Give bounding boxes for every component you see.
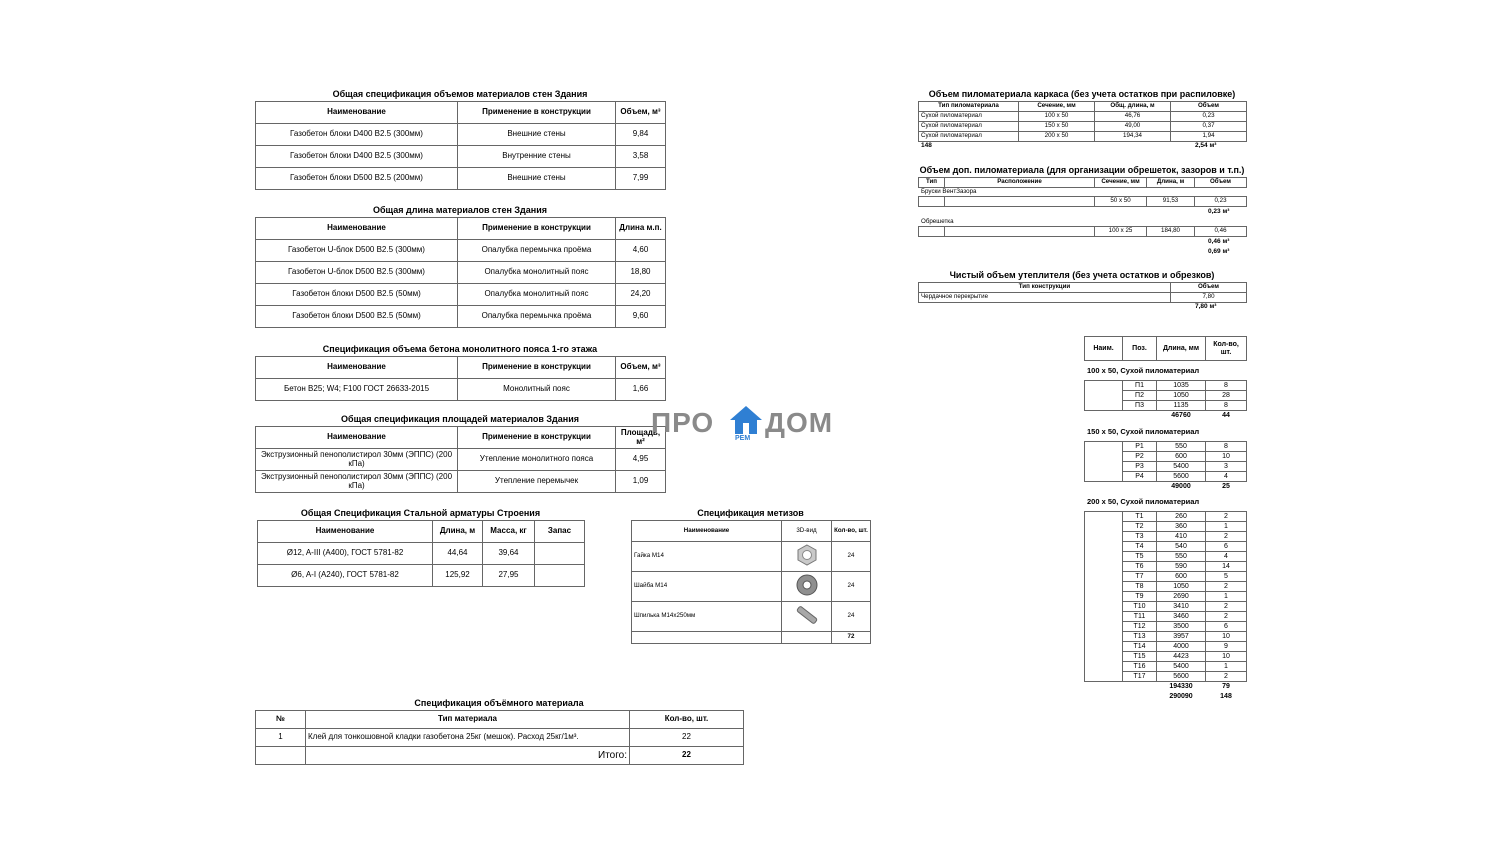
rebar-title: Общая Спецификация Стальной арматуры Строения [300,508,541,518]
cut-group-title: 100 x 50, Сухой пиломатериал [1087,366,1200,375]
table-row: Т8 1050 2 [1085,582,1247,592]
table-row: Шайба М14 24 [632,572,871,602]
extra-group-lath: Обрешетка [921,218,954,225]
col-construction: Тип конструкции [919,283,1171,293]
frame-total: 2,54 м³ [1195,142,1217,149]
grand-total-row: 290090 148 [1169,692,1232,700]
table-row: 100 x 25 184,80 0,46 [919,227,1247,237]
table-row: Экструзионный пенополистирол 30мм (ЭППС) (200 кПа) Утепление монолитного пояса 4,95 [256,449,666,471]
table-row: Газобетон U-блок D500 B2.5 (300мм) Опалубка монолитный пояс 18,80 [256,262,666,284]
sum-row: 46760 44 [1171,411,1230,419]
areas-spec [255,414,665,493]
col-type: Тип материала [306,711,630,729]
table-row: Газобетон блоки D500 B2.5 (50мм) Опалубка монолитный пояс 24,20 [256,284,666,306]
table-row: Р1 550 8 [1085,442,1247,452]
total-row: Итого: 22 [256,747,744,765]
col-volume: Объем, м³ [616,102,666,124]
stud-icon [794,603,820,630]
col-volume: Объем [1195,178,1247,188]
extra-row-vent [918,196,1247,207]
col-name: Наименование [258,521,433,543]
lengths-title: Общая длина материалов стен Здания [373,205,547,215]
logo-right: ДОМ [765,407,834,438]
cut-group-100 [1084,380,1247,421]
cut-group-150 [1084,441,1247,492]
concrete-title: Спецификация объема бетона монолитного пояса 1-го этажа [322,344,598,354]
table-row: П3 1135 8 [1085,401,1247,411]
cut-group-title: 150 x 50, Сухой пиломатериал [1087,427,1200,436]
table-row: Сухой пиломатериал 200 x 50 194,34 1,94 [919,132,1247,142]
sum-row: 49000 25 [1171,482,1230,490]
col-name: Наименование [632,521,782,542]
walls-table [255,101,666,190]
col-usage: Применение в конструкции [458,102,616,124]
frame-title: Объем пиломатериала каркаса (без учета остатков при распиловке) [928,89,1236,99]
col-qty: Кол-во, шт. [832,521,871,542]
cut-group-200 [1084,511,1247,702]
col-type: Тип пиломатериала [919,102,1019,112]
rebar-spec [257,508,584,587]
col-section: Сечение, мм [1095,178,1147,188]
table-row: Т9 2690 1 [1085,592,1247,602]
table-row: Ø12, A-III (A400), ГОСТ 5781-82 44,64 39,64 [258,543,585,565]
areas-table [255,426,666,493]
table-row: Сухой пиломатериал 150 x 50 49,00 0,37 [919,122,1247,132]
table-row: 50 x 50 91,53 0,23 [919,197,1247,207]
rebar-table [257,520,585,587]
walls-spec [255,89,665,190]
hardware-total: 72 [832,632,871,644]
frame-count: 148 [921,142,932,149]
table-row: Т16 5400 1 [1085,662,1247,672]
col-reserve: Запас [535,521,585,543]
hardware-title: Спецификация метизов [697,508,804,518]
extra-title: Объем доп. пиломатериала (для организации обрешеток, зазоров и т.п.) [919,165,1245,175]
extra-group-vent: Бруски ВентЗазора [921,188,977,195]
col-usage: Применение в конструкции [458,357,616,379]
table-row: Шпилька М14х250мм 24 [632,602,871,632]
table-row: Т10 3410 2 [1085,602,1247,612]
col-area: Площадь, м² [616,427,666,449]
table-row: Экструзионный пенополистирол 30мм (ЭППС) (200 кПа) Утепление перемычек 1,09 [256,471,666,493]
extra-total: 0,69 м³ [1208,248,1230,255]
lengths-table [255,217,666,328]
insulation-total: 7,80 м³ [1195,303,1217,310]
logo-left: ПРО [651,407,715,438]
logo [651,405,849,445]
concrete-table [255,356,666,401]
table-row: Т14 4000 9 [1085,642,1247,652]
table-row: 1 Клей для тонкошовной кладки газобетона 25кг (мешок). Расход 25кг/1м³. 22 [256,729,744,747]
table-row: Чердачное перекрытие 7,80 [919,293,1247,303]
bulk-title: Спецификация объёмного материала [414,698,584,708]
col-location: Расположение [945,178,1095,188]
table-row: Бетон B25; W4; F100 ГОСТ 26633-2015 Монолитный пояс 1,66 [256,379,666,401]
col-volume: Объем, м³ [616,357,666,379]
table-row: Газобетон U-блок D500 B2.5 (300мм) Опалубка перемычка проёма 4,60 [256,240,666,262]
table-row: Ø6, A-I (A240), ГОСТ 5781-82 125,92 27,95 [258,565,585,587]
table-row: Р2 600 10 [1085,452,1247,462]
col-name: Наим. [1085,337,1123,361]
lengths-spec [255,205,665,328]
table-row: Т1 260 2 [1085,512,1247,522]
walls-title: Общая спецификация объемов материалов стен Здания [332,89,588,99]
table-row: Газобетон блоки D500 B2.5 (50мм) Опалубка перемычка проёма 9,60 [256,306,666,328]
cut-header [1084,336,1247,361]
col-3d: 3D-вид [782,521,832,542]
col-pos: Поз. [1123,337,1157,361]
col-usage: Применение в конструкции [458,218,616,240]
col-type: Тип [919,178,945,188]
col-number: № [256,711,306,729]
table-row: Сухой пиломатериал 100 x 50 46,76 0,23 [919,112,1247,122]
table-row: Т11 3460 2 [1085,612,1247,622]
bulk-spec [255,698,743,765]
extra-row-lath [918,226,1247,237]
table-row: Гайка М14 24 [632,542,871,572]
table-row: Т2 360 1 [1085,522,1247,532]
col-name: Наименование [256,357,458,379]
col-mass: Масса, кг [483,521,535,543]
total-row [632,632,871,644]
col-volume: Объем [1171,102,1247,112]
insulation-title: Чистый объем утеплителя (без учета остатков и обрезков) [949,270,1215,280]
table-row: Газобетон блоки D400 B2.5 (300мм) Внутренние стены 3,58 [256,146,666,168]
frame-spec [918,89,1246,149]
col-section: Сечение, мм [1019,102,1095,112]
washer-icon [795,573,819,600]
table-row: Р4 5600 4 [1085,472,1247,482]
table-row: Газобетон блоки D500 B2.5 (200мм) Внешние стены 7,99 [256,168,666,190]
col-length: Общ. длина, м [1095,102,1171,112]
col-name: Наименование [256,102,458,124]
col-length: Длина, м [433,521,483,543]
col-name: Наименование [256,218,458,240]
col-length: Длина, мм [1157,337,1206,361]
hardware-table [631,520,871,644]
table-row: Т4 540 6 [1085,542,1247,552]
col-length: Длина м.п. [616,218,666,240]
table-row: П1 1035 8 [1085,381,1247,391]
col-qty: Кол-во, шт. [1206,337,1247,361]
col-length: Длина, м [1147,178,1195,188]
logo-sub: РЕМ [735,435,751,442]
col-name: Наименование [256,427,458,449]
table-row: Газобетон блоки D400 B2.5 (300мм) Внешние стены 9,84 [256,124,666,146]
table-row: Р3 5400 3 [1085,462,1247,472]
areas-title: Общая спецификация площадей материалов Здания [341,414,579,424]
extra-sub-vent: 0,23 м³ [1208,208,1230,215]
cut-list [1084,336,1246,708]
extra-sub-lath: 0,46 м³ [1208,238,1230,245]
table-row: Т5 550 4 [1085,552,1247,562]
extra-spec [918,165,1246,260]
bulk-table [255,710,744,765]
frame-table [918,101,1247,142]
col-usage: Применение в конструкции [458,427,616,449]
concrete-spec [255,344,665,401]
table-row: Т12 3500 6 [1085,622,1247,632]
table-row: Т17 5600 2 [1085,672,1247,682]
table-row: Т15 4423 10 [1085,652,1247,662]
sum-row: 194330 79 [1169,682,1230,690]
table-row: П2 1050 28 [1085,391,1247,401]
cut-group-title: 200 x 50, Сухой пиломатериал [1087,497,1200,506]
insulation-table [918,282,1247,303]
col-volume: Объем [1171,283,1247,293]
insulation-spec [918,270,1246,315]
col-qty: Кол-во, шт. [630,711,744,729]
nut-icon [795,543,819,570]
table-row: Т13 3957 10 [1085,632,1247,642]
table-row: Т3 410 2 [1085,532,1247,542]
table-row: Т7 600 5 [1085,572,1247,582]
extra-header [918,177,1247,188]
hardware-spec [631,508,870,644]
table-row: Т6 590 14 [1085,562,1247,572]
